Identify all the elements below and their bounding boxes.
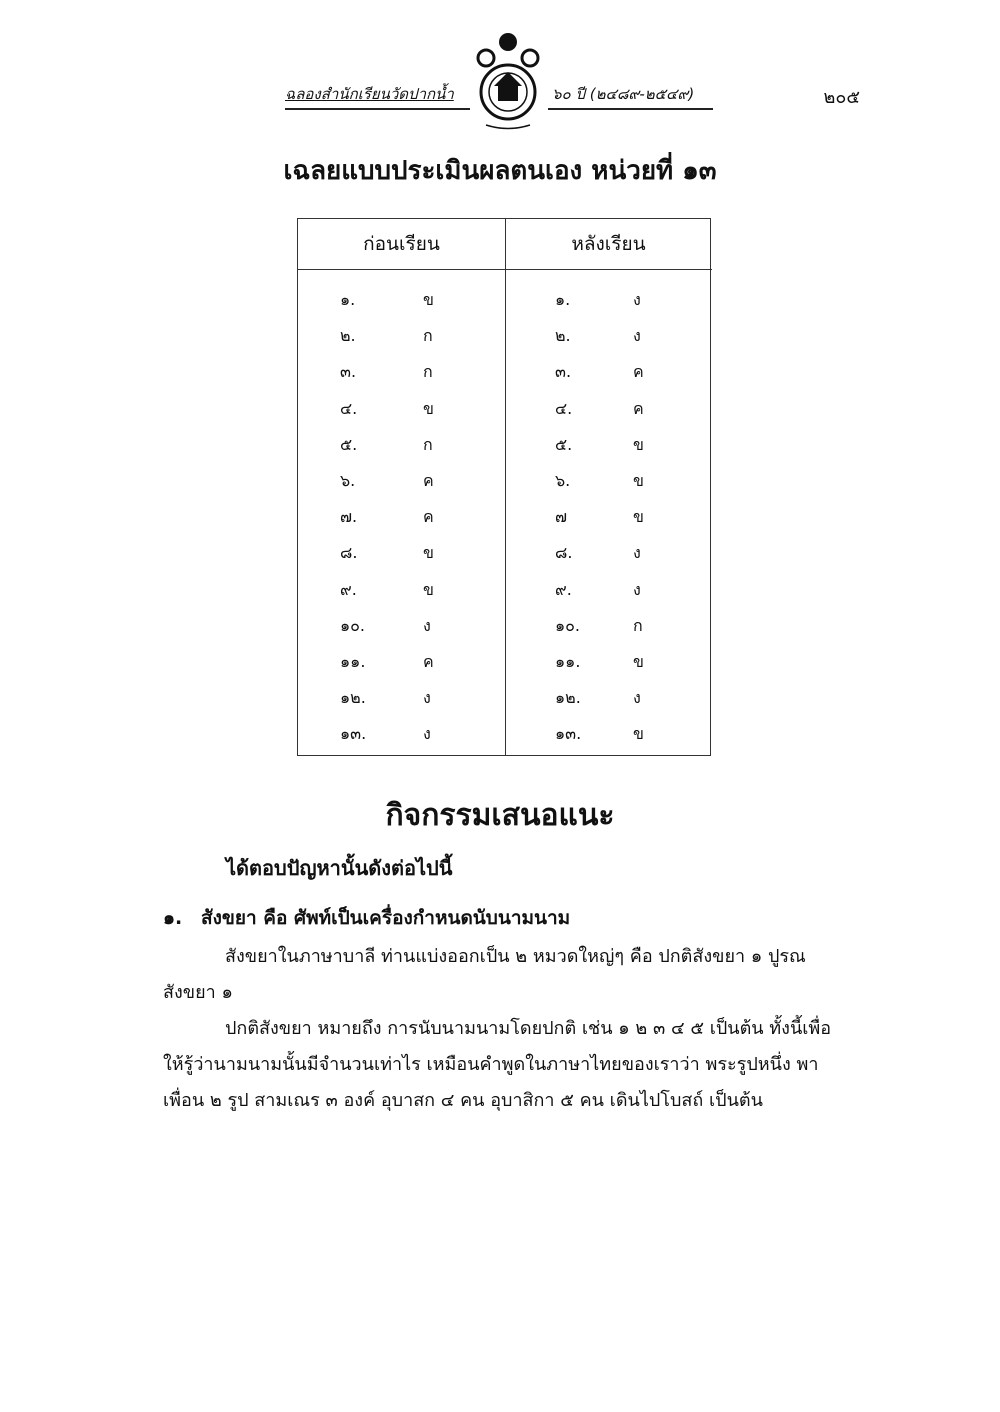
question-number: ๘. xyxy=(340,543,358,563)
answer-choice: ก xyxy=(423,362,433,382)
question-number: ๑๑. xyxy=(340,651,366,671)
answer-choice: ข xyxy=(423,290,434,309)
answer-choice: ข xyxy=(633,651,644,671)
answer-choice: ง xyxy=(633,579,641,599)
table-row xyxy=(505,680,712,716)
table-row xyxy=(298,354,505,390)
header-left-text: ฉลองสำนักเรียนวัดปากน้ำ xyxy=(285,85,454,103)
answer-choice: ก xyxy=(423,434,433,454)
answer-choice: ค xyxy=(633,398,644,418)
table-row xyxy=(505,716,712,752)
before-rows xyxy=(298,270,505,752)
question-number: ๘. xyxy=(555,543,573,563)
question-number: ๕. xyxy=(555,434,573,454)
before-column xyxy=(298,219,506,755)
table-row xyxy=(505,282,712,318)
page-number: ๒๐๕ xyxy=(823,87,860,108)
question-number: ๑๐. xyxy=(340,615,366,635)
answer-key-table xyxy=(297,218,711,756)
answer-choice: ค xyxy=(423,507,434,527)
question-number: ๔. xyxy=(340,398,358,418)
table-row xyxy=(298,463,505,499)
answer-choice: ก xyxy=(633,615,643,635)
table-row xyxy=(298,499,505,535)
paragraph xyxy=(163,1011,843,1119)
intro-text: ได้ตอบปัญหานั้นดังต่อไปนี้ xyxy=(226,856,453,880)
answer-choice: ข xyxy=(633,507,644,527)
answer-choice: ข xyxy=(423,398,434,418)
after-header: หลังเรียน xyxy=(505,219,712,270)
question-number: ๓. xyxy=(555,362,572,382)
answer-choice: ข xyxy=(633,434,644,454)
question-number: ๓. xyxy=(340,362,357,382)
table-row xyxy=(298,608,505,644)
after-column xyxy=(505,219,712,755)
question-number: ๗. xyxy=(340,507,358,527)
question-number: ๑๑. xyxy=(555,651,581,671)
answer-choice: ข xyxy=(633,470,644,490)
table-row xyxy=(505,644,712,680)
question-number: ๙. xyxy=(555,579,572,599)
item-number: ๑. xyxy=(163,907,183,929)
header-rule-left xyxy=(285,108,470,110)
question-number: ๒. xyxy=(555,326,571,346)
table-row xyxy=(505,354,712,390)
section-title: กิจกรรมเสนอแนะ xyxy=(385,798,615,833)
table-row xyxy=(505,463,712,499)
item-heading-text: สังขยา คือ ศัพท์เป็นเครื่องกำหนดนับนามนาม xyxy=(201,907,571,929)
header-rule-right xyxy=(548,108,713,110)
question-number: ๖. xyxy=(340,470,356,490)
answer-choice: ค xyxy=(423,651,434,671)
answer-choice: ค xyxy=(423,470,434,490)
before-header: ก่อนเรียน xyxy=(298,219,505,270)
answer-choice: ง xyxy=(633,543,641,563)
table-row xyxy=(505,572,712,608)
paragraph-text: สังขยาในภาษาบาลี ท่านแบ่งออกเป็น ๒ หมวดใหญ่ๆ คือ ปกติสังขยา ๑ ปูรณสังขยา ๑ xyxy=(163,946,806,1003)
question-number: ๔. xyxy=(555,398,573,418)
question-number: ๙. xyxy=(340,579,357,599)
question-number: ๑๒. xyxy=(555,688,581,708)
answer-choice: ง xyxy=(423,615,431,635)
table-row xyxy=(298,282,505,318)
paragraph xyxy=(163,939,843,1011)
question-number: ๑๐. xyxy=(555,615,581,635)
answer-choice: ง xyxy=(423,724,431,744)
question-number: ๑๓. xyxy=(340,724,367,744)
question-number: ๑๓. xyxy=(555,724,582,744)
question-number: ๑. xyxy=(340,290,356,309)
question-number: ๗ xyxy=(555,507,568,527)
answer-choice: ง xyxy=(633,688,641,708)
answer-choice: ก xyxy=(423,326,433,346)
question-number: ๑๒. xyxy=(340,688,366,708)
table-row xyxy=(298,572,505,608)
page-title: เฉลยแบบประเมินผลตนเอง หน่วยที่ ๑๓ xyxy=(283,156,717,186)
answer-choice: ง xyxy=(633,290,641,309)
table-row xyxy=(298,680,505,716)
table-row xyxy=(298,644,505,680)
item-heading xyxy=(163,903,570,933)
question-number: ๒. xyxy=(340,326,356,346)
page-header xyxy=(0,30,1000,140)
table-row xyxy=(505,608,712,644)
table-row xyxy=(505,427,712,463)
answer-choice: ง xyxy=(633,326,641,346)
answer-choice: ข xyxy=(633,724,644,744)
question-number: ๑. xyxy=(555,290,571,309)
question-number: ๖. xyxy=(555,470,571,490)
answer-choice: ค xyxy=(633,362,644,382)
after-rows xyxy=(505,270,712,752)
table-row xyxy=(298,318,505,354)
answer-choice: ข xyxy=(423,579,434,599)
header-right-text: ๖๐ ปี (๒๔๘๙-๒๕๔๙) xyxy=(552,85,695,103)
table-row xyxy=(505,318,712,354)
table-row xyxy=(505,499,712,535)
question-number: ๕. xyxy=(340,434,358,454)
temple-emblem-logo xyxy=(468,30,548,135)
answer-choice: ข xyxy=(423,543,434,563)
table-row xyxy=(298,391,505,427)
paragraph-text: ปกติสังขยา หมายถึง การนับนามนามโดยปกติ เช่น ๑ ๒ ๓ ๔ ๕ เป็นต้น ทั้งนี้เพื่อให้รู้ว่านามนามนั้นมีจำนวนเท่าไร เหมือนคำพูดในภาษาไทยของเราว่า พระรูปหนึ่ง พาเพื่อน ๒ รูป สามเณร ๓ องค์ อุบาสก ๔ คน อุบาสิกา ๕ คน เดินไปโบสถ์ เป็นต้น xyxy=(163,1018,832,1111)
table-row xyxy=(505,391,712,427)
answer-choice: ง xyxy=(423,688,431,708)
table-row xyxy=(298,535,505,571)
table-row xyxy=(298,716,505,752)
table-row xyxy=(505,535,712,571)
table-row xyxy=(298,427,505,463)
